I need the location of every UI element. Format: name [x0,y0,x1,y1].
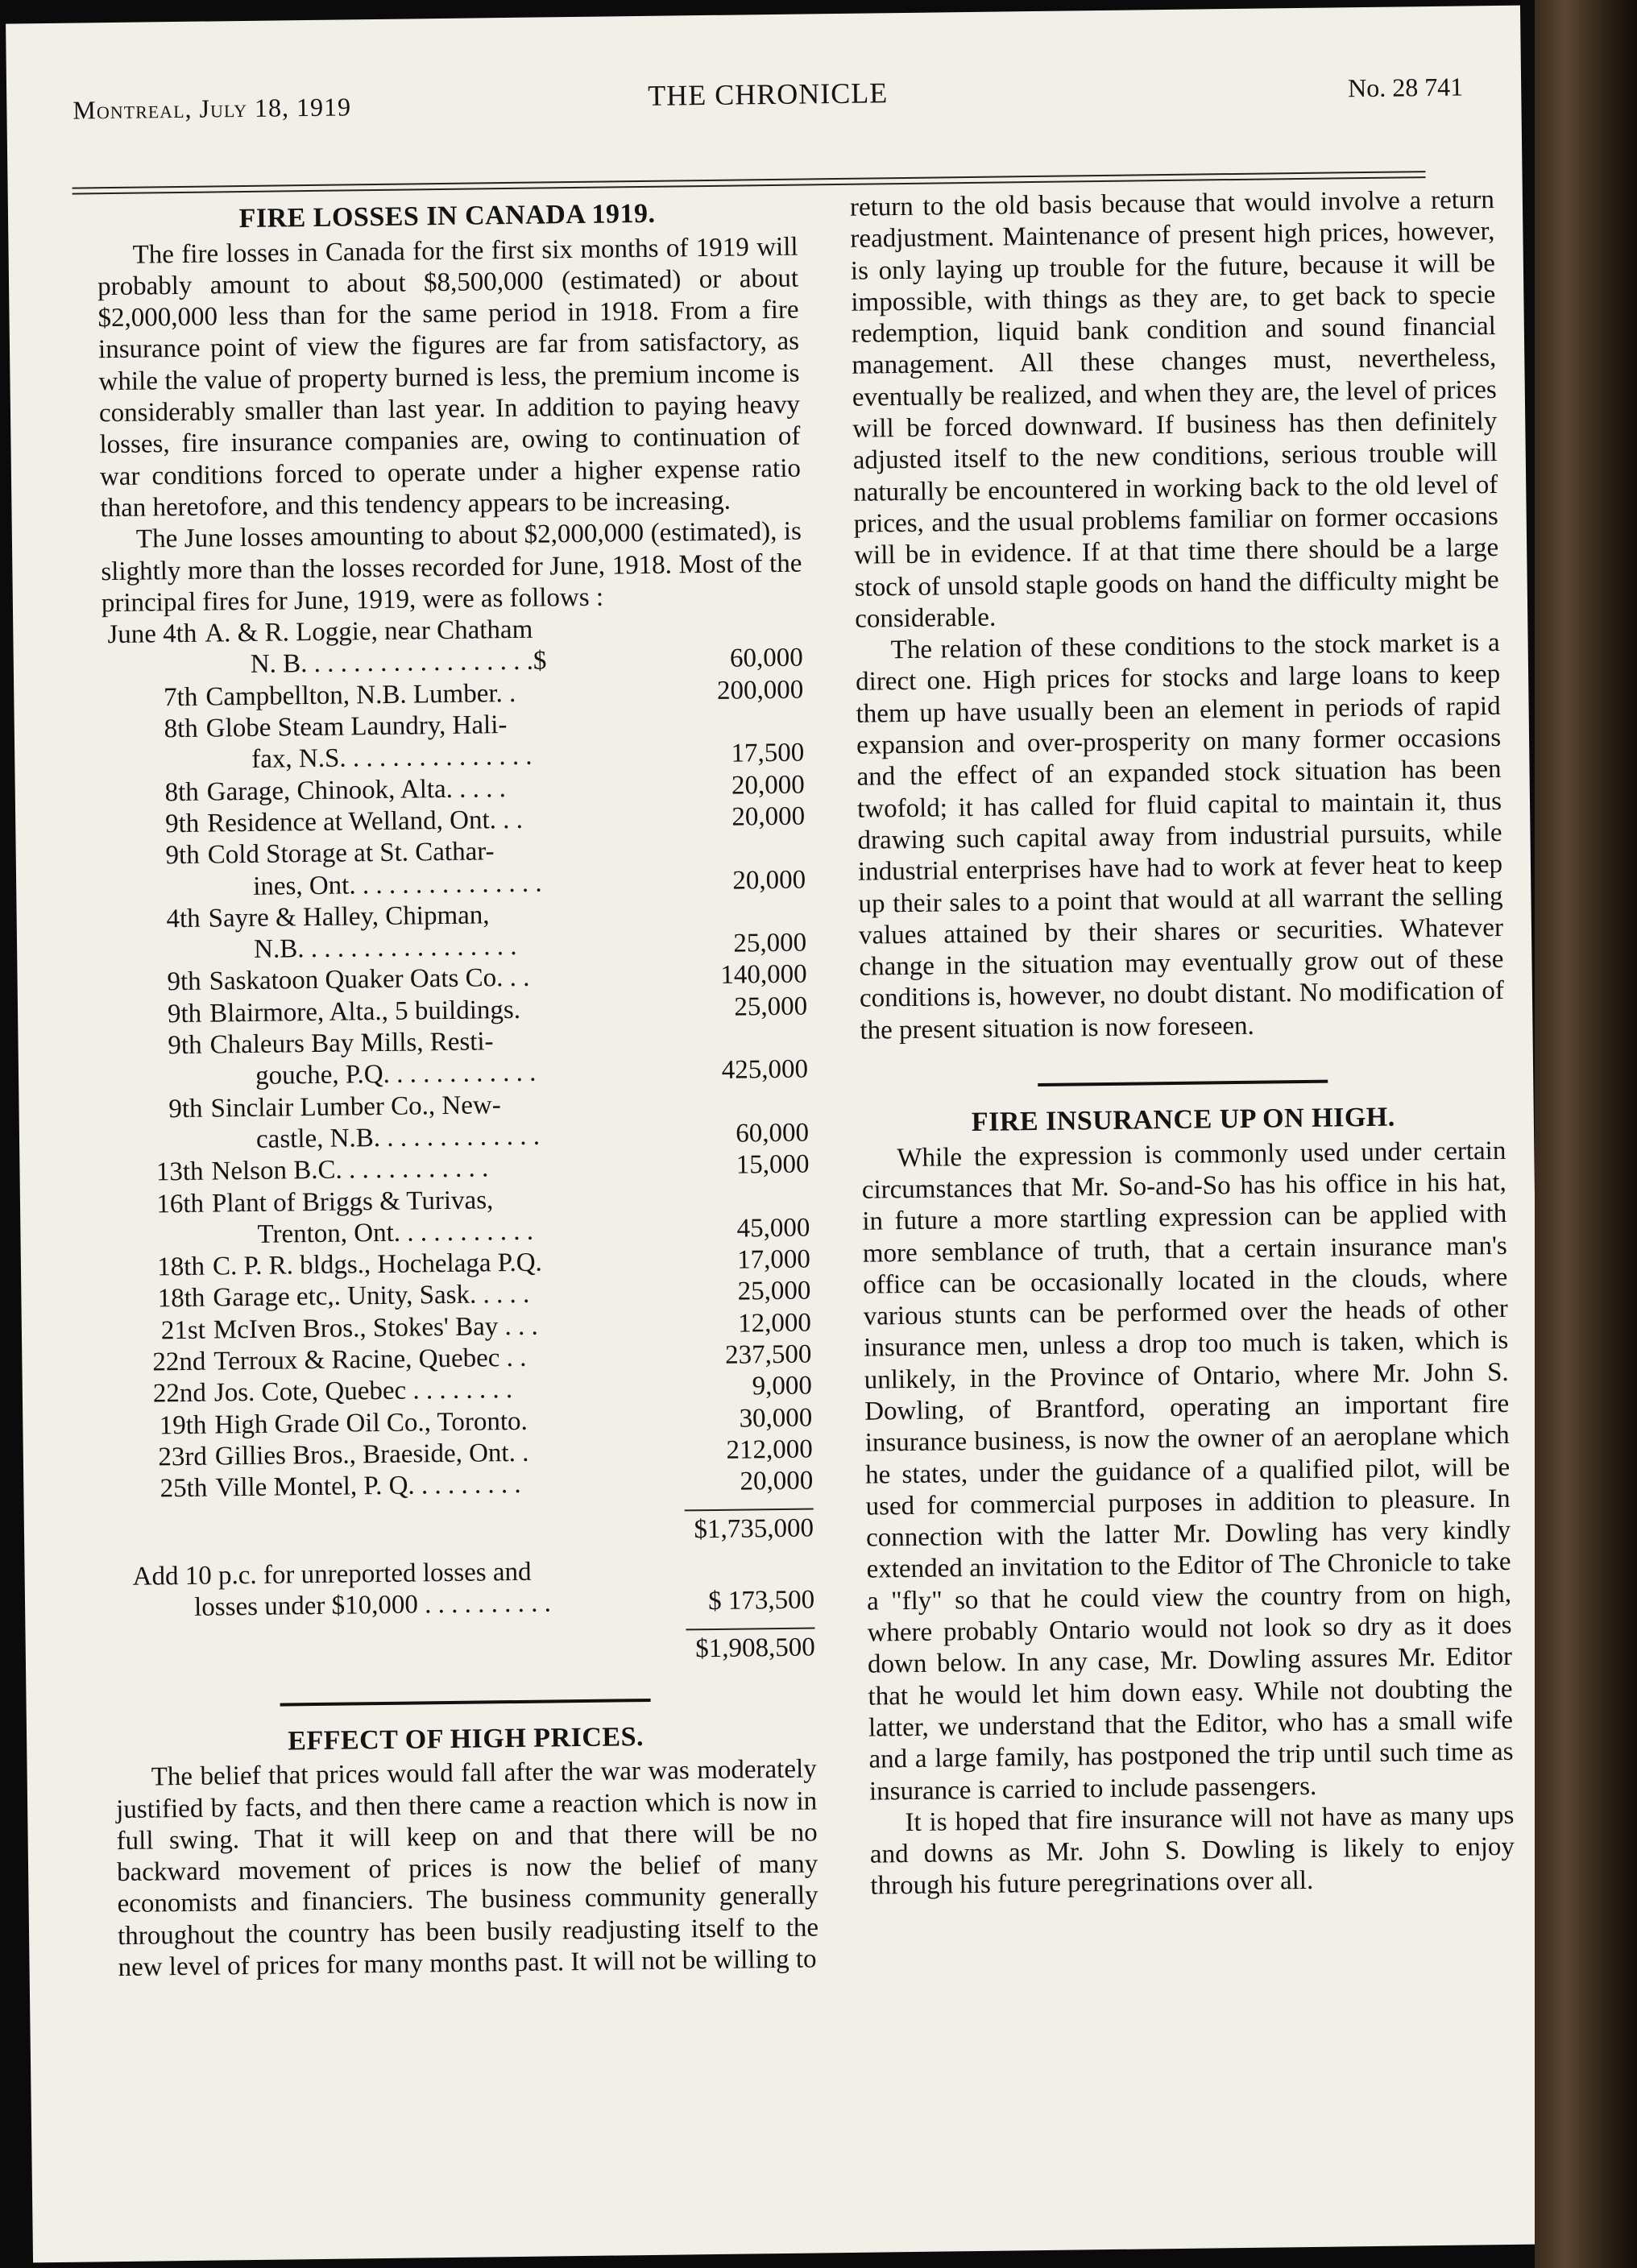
loss-amount: 17,000 [736,1244,811,1275]
loss-amount: 15,000 [736,1149,810,1180]
loss-amount: 25,000 [734,991,808,1022]
loss-date: 23rd [158,1442,208,1472]
loss-description-continued: ines, Ont. . . . . . . . . . . . . . . [252,868,542,901]
loss-description: Garage, Chinook, Alta. . . . . [206,773,507,807]
subtotal-rule [685,1509,814,1512]
grand-total-amount: $1,908,500 [695,1633,816,1664]
loss-amount: 20,000 [731,770,805,801]
loss-amount: 425,000 [721,1054,809,1086]
subtotal-amount: $1,735,000 [694,1513,814,1545]
loss-amount: 17,500 [731,738,805,768]
loss-date: 8th [164,777,199,807]
loss-description-continued: N. B. . . . . . . . . . . . . . . . . .$ [250,646,547,680]
loss-amount: 12,000 [737,1308,812,1339]
left-column [97,193,819,1984]
loss-date: 18th [157,1284,205,1314]
article-title-fire-losses: FIRE LOSSES IN CANADA 1919. [238,198,656,234]
loss-description-continued: castle, N.B. . . . . . . . . . . . . [255,1121,541,1154]
high-prices-paragraph-2: The relation of these conditions to the stock market is a direct one. High prices for stocks and large loans to keep them up have usually been an element in periods of rapid expansion and over-prosperity on many former occasions and the effect of an expanded stock situation has been twofold; it has called for fluid capital to maintain it, thus drawing such capital away from industrial pursuits, while industrial enterprises have had to work at fever heat to keep up their sales to a point that would at all warrant the selling values attained by their shares or securities. Whatever change in the situation may eventually grow out of these conditions is, however, no doubt distant. No modification of the present situation is now foreseen. [855,628,1505,1045]
loss-date: 7th [163,682,198,713]
loss-date: 16th [156,1189,205,1219]
loss-date: 13th [155,1157,204,1187]
loss-description: Saskatoon Quaker Oats Co. . . [209,963,530,997]
loss-description: Sayre & Halley, Chipman, [208,900,490,933]
loss-date: 9th [168,1030,202,1061]
loss-amount: 237,500 [724,1339,812,1370]
article-title-high-prices: EFFECT OF HIGH PRICES. [288,1721,644,1757]
loss-date: June 4th [107,619,197,650]
article-divider-right [1038,1080,1328,1086]
fire-losses-paragraph-2: The June losses amounting to about $2,000,000 (estimated), is slightly more than the losses recorded for June, 1918. Most of the principal fires for June, 1919, were as follows : [101,516,802,619]
loss-description-continued: Trenton, Ont. . . . . . . . . . . [257,1216,534,1249]
loss-description-continued: gouche, P.Q. . . . . . . . . . . . [255,1057,537,1091]
loss-date: 19th [159,1410,207,1440]
loss-description: High Grade Oil Co., Toronto. [214,1406,528,1440]
high-prices-paragraph-1-continued: return to the old basis because that would involve a return readjustment. Maintenance of present high prices, however, is only laying up trouble for the future, because it will be impossible, with things as they are, to get back to specie redemption, liquid bank condition and sound financial management. All these changes must, nevertheless, eventually be realized, and when they are, the level of prices will be forced downward. If business has then definitely adjusted itself to the new conditions, serious trouble will naturally be encountered in working back to the old level of prices, and the usual problems familiar on former occasions will be in evidence. If at that time there should be a large stock of unsold staple goods on hand the difficulty might be considerable. [849,185,1499,634]
loss-date: 22nd [152,1347,206,1377]
grand-total-rule [686,1628,815,1631]
loss-date: 22nd [152,1378,207,1409]
loss-description: C. P. R. bldgs., Hochelaga P.Q. [212,1248,542,1281]
loss-amount: 30,000 [739,1403,813,1434]
loss-description: Terroux & Racine, Quebec . . [213,1343,527,1376]
loss-date: 4th [166,904,201,934]
loss-description: Blairmore, Alta., 5 buildings. [209,995,521,1028]
loss-amount: 60,000 [729,644,804,674]
loss-amount: 9,000 [752,1371,813,1401]
header-publication-title: THE CHRONICLE [647,77,889,112]
loss-date: 18th [157,1252,205,1282]
loss-description: Cold Storage at St. Cathar- [207,837,495,870]
loss-amount: 60,000 [736,1118,810,1148]
high-prices-paragraph-1-start: The belief that prices would fall after the war was moderately justified by facts, and then there came a reaction which is now in full swing. That it will keep on and that there will be no backward movement of prices is now the belief of many economists and financiers. The business community generally throughout the country has been busily readjusting itself to the new level of prices for many months past. It will not be willing to [115,1754,819,1983]
loss-date: 9th [167,967,201,997]
fire-losses-paragraph-1: The fire losses in Canada for the first six months of 1919 will probably amount to about $8,500,000 (estimated) or about $2,000,000 less than for the same period in 1918. From a fire insurance point of view the figures are far from satisfactory, as while the value of property burned is less, the premium income is considerably smaller than last year. In addition to paying heavy losses, fire insurance companies are, owing to continuation of war conditions forced to operate under a higher expense ratio than heretofore, and this tendency appears to be increasing. [97,232,802,524]
loss-description: Chaleurs Bay Mills, Resti- [209,1027,494,1060]
loss-date: 9th [167,999,202,1028]
loss-amount: 25,000 [733,928,807,958]
article-title-fire-insurance-up-on-high: FIRE INSURANCE UP ON HIGH. [971,1102,1395,1138]
loss-description: Jos. Cote, Quebec . . . . . . . . [213,1375,513,1408]
loss-date: 9th [164,809,200,839]
loss-date: 21st [160,1315,206,1346]
fire-losses-table [102,611,813,1506]
loss-description: Residence at Welland, Ont. . . [207,805,524,838]
loss-description: McIven Bros., Stokes' Bay . . . [213,1311,538,1345]
loss-amount: 20,000 [732,865,806,896]
loss-description-continued: fax, N.S. . . . . . . . . . . . . . . [251,742,533,775]
loss-amount: 25,000 [737,1276,811,1306]
loss-amount: 45,000 [736,1213,810,1244]
loss-description: A. & R. Loggie, near Chatham [205,615,533,648]
loss-description: Nelson B.C. . . . . . . . . . . . [211,1153,489,1186]
loss-amount: 140,000 [720,959,807,991]
loss-date: 8th [164,714,199,744]
page-header [73,72,1464,151]
up-on-high-paragraph-1: While the expression is commonly used under certain circumstances that Mr. So-and-So has his office in his hat, in future a more startling expression can be applied with more semblance of truth, that a certain insurance man's office can be occasionally located in the clouds, where various stunts can be performed over the heads of other insurance men, unless a drop too much is taken, which is unlikely, in the Province of Ontario, where Mr. John S. Dowling, of Brantford, operating an important fire insurance business, is now the owner of an aeroplane which he states, under the guidance of a qualified pilot, will be used for commercial purposes in addition to pleasure. In connection with the latter Mr. Dowling has very kindly extended an invitation to the Editor of The Chronicle to take a "fly" so that he could view the country from on high, where probably Ontario would not look so dry as it does down below. In any case, Mr. Dowling assures Mr. Editor that he would let him down easy. While not doubting the latter, we understand that the Editor, who has a small wife and a large family, has postponed the trip until such time as insurance is carried to include passengers. [861,1136,1514,1807]
header-dateline: Montreal, July 18, 1919 [73,92,352,125]
loss-date: 9th [168,1094,203,1124]
loss-description: Ville Montel, P. Q. . . . . . . . . [215,1470,521,1503]
header-issue-page: No. 28 741 [1347,72,1464,103]
additional-losses-label-2: losses under $10,000 . . . . . . . . . . [193,1588,552,1622]
additional-losses-amount: $ 173,500 [707,1585,815,1616]
loss-date: 9th [165,840,200,871]
loss-amount: 200,000 [716,675,804,706]
loss-description: Gillies Bros., Braeside, Ont. . [214,1438,529,1471]
article-divider-left [280,1699,651,1707]
loss-description-continued: N.B. . . . . . . . . . . . . . . . . [253,932,517,965]
loss-description: Sinclair Lumber Co., New- [210,1090,501,1124]
book-binding-edge [1535,0,1637,2268]
up-on-high-paragraph-2: It is hoped that fire insurance will not have as many ups and downs as Mr. John S. Dowling is likely to enjoy through his future peregrinations over all. [869,1800,1515,1902]
loss-description: Plant of Briggs & Turivas, [211,1185,494,1219]
loss-description: Garage etc,. Unity, Sask. . . . . [213,1280,530,1313]
additional-losses-label-1: Add 10 p.c. for unreported losses and [132,1557,532,1591]
loss-amount: 212,000 [726,1434,814,1465]
loss-description: Globe Steam Laundry, Hali- [205,710,508,743]
right-column [850,184,1515,1902]
additional-losses [113,1553,814,1624]
newspaper-page [6,6,1548,2263]
loss-date: 25th [160,1473,208,1504]
loss-description: Campbellton, N.B. Lumber. . [205,678,516,712]
loss-amount: 20,000 [731,801,806,832]
loss-amount: 20,000 [740,1466,814,1496]
